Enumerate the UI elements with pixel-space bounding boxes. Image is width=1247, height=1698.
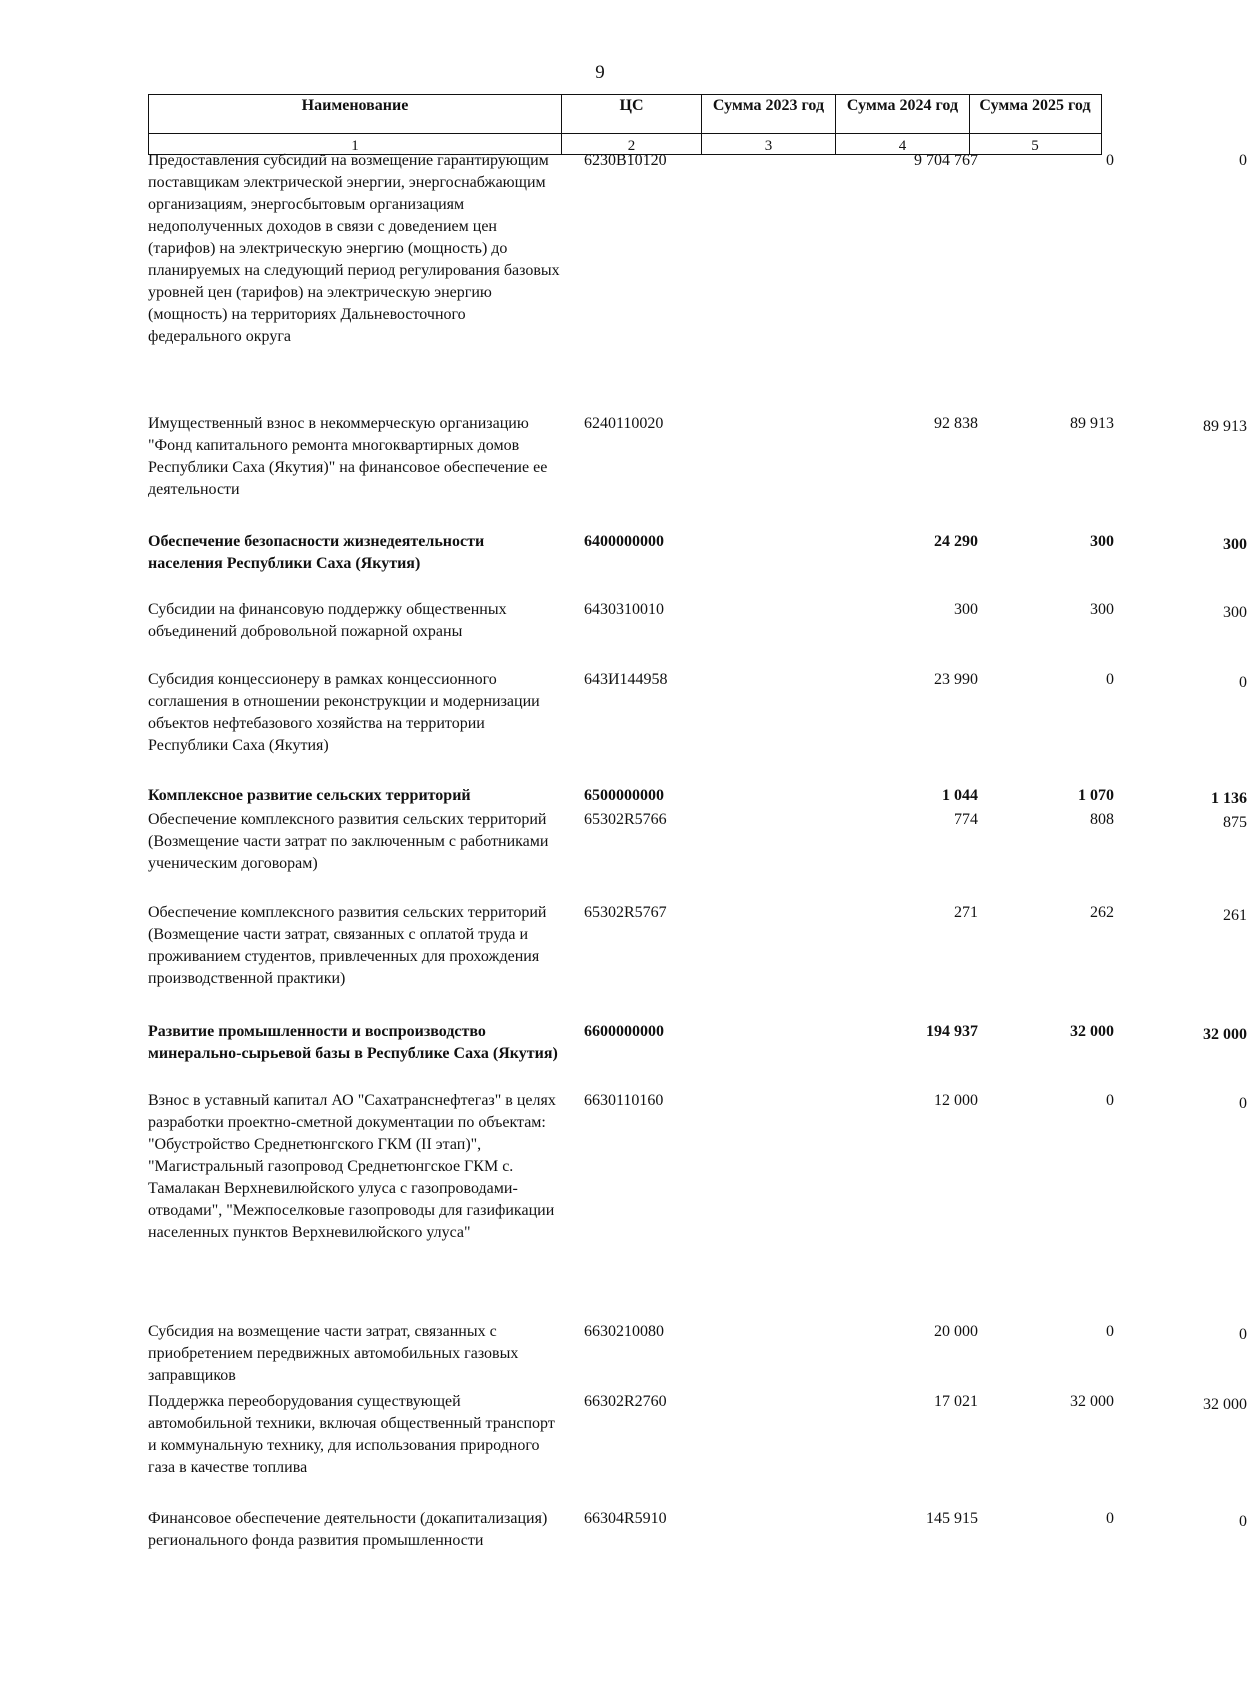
page-number: 9 [595,62,605,83]
row-sum-2024: 808 [1090,811,1114,828]
row-sum-2023: 194 937 [926,1023,978,1040]
row-code: 66302R2760 [584,1393,667,1410]
row-sum-2023: 24 290 [934,533,978,550]
header-col-number: 4 [835,134,969,154]
row-sum-2024: 1 070 [1078,787,1114,804]
row-sum-2025: 32 000 [1203,1396,1247,1413]
header-sum-2025: Сумма 2025 год [969,95,1100,133]
row-sum-2023: 23 990 [934,671,978,688]
row-sum-2023: 17 021 [934,1393,978,1410]
row-name: Развитие промышленности и воспроизводство минерально-сырьевой базы в Республике Саха (Якутия) [148,1023,558,1062]
row-sum-2025: 1 136 [1211,790,1247,807]
row-sum-2024: 32 000 [1070,1023,1114,1040]
row-sum-2024: 0 [1106,1323,1114,1340]
row-code: 6630210080 [584,1323,664,1340]
row-sum-2024: 0 [1106,671,1114,688]
row-sum-2024: 0 [1106,1510,1114,1527]
row-sum-2023: 20 000 [934,1323,978,1340]
row-name: Обеспечение безопасности жизнедеятельности населения Республики Саха (Якутия) [148,533,485,572]
row-sum-2023: 774 [954,811,978,828]
row-name: Предоставления субсидий на возмещение гарантирующим поставщикам электрической энергии, энергоснабжающим организациям, энергосбытовым организациям недополученных доходов в связи с доведением цен (тарифов) на электрическую энергию (мощность) до планируемых на следующий период регулирования базовых уровней цен (тарифов) на электрическую энергию (мощность) на территориях Дальневосточного федерального округа [148,152,560,345]
row-sum-2025: 0 [1239,1326,1247,1343]
row-sum-2024: 262 [1090,904,1114,921]
row-sum-2025: 300 [1223,604,1247,621]
row-code: 6230B10120 [584,152,667,169]
row-sum-2025: 261 [1223,907,1247,924]
row-name: Обеспечение комплексного развития сельских территорий (Возмещение части затрат, связанных с оплатой труда и проживанием студентов, привлеченных для прохождения производственной практики) [148,904,547,987]
row-sum-2024: 300 [1090,533,1114,550]
header-titles-row [149,95,1101,133]
row-sum-2025: 0 [1239,1095,1247,1112]
row-code: 66304R5910 [584,1510,667,1527]
header-col-number: 2 [561,134,701,154]
row-sum-2025: 0 [1239,674,1247,691]
row-code: 6400000000 [584,533,664,550]
row-sum-2024: 0 [1106,152,1114,169]
table-header [148,94,1102,155]
row-sum-2025: 89 913 [1203,418,1247,435]
row-sum-2025: 0 [1239,152,1247,169]
row-code: 65302R5766 [584,811,667,828]
row-name: Обеспечение комплексного развития сельских территорий (Возмещение части затрат по заключенным с работниками ученическим договорам) [148,811,549,872]
row-sum-2024: 300 [1090,601,1114,618]
row-code: 6500000000 [584,787,664,804]
header-col-number: 5 [969,134,1100,154]
row-code: 6600000000 [584,1023,664,1040]
row-name: Субсидия на возмещение части затрат, связанных с приобретением передвижных автомобильных газовых заправщиков [148,1323,519,1384]
row-name: Поддержка переоборудования существующей автомобильной техники, включая общественный транспорт и коммунальную технику, для использования природного газа в качестве топлива [148,1393,555,1476]
row-name: Имущественный взнос в некоммерческую организацию "Фонд капитального ремонта многоквартирных домов Республики Саха (Якутия)" на финансовое обеспечение ее деятельности [148,415,548,498]
row-sum-2025: 32 000 [1203,1026,1247,1043]
row-name: Субсидии на финансовую поддержку общественных объединений добровольной пожарной охраны [148,601,507,640]
row-name: Финансовое обеспечение деятельности (докапитализация) регионального фонда развития промышленности [148,1510,548,1549]
header-name: Наименование [301,97,409,114]
row-sum-2023: 145 915 [926,1510,978,1527]
row-sum-2025: 875 [1223,814,1247,831]
header-code: ЦС [561,95,701,133]
row-sum-2023: 1 044 [942,787,978,804]
header-col-number: 1 [351,138,359,154]
row-sum-2023: 300 [954,601,978,618]
row-code: 65302R5767 [584,904,667,921]
row-sum-2025: 300 [1223,536,1247,553]
header-sum-2023: Сумма 2023 год [701,95,835,133]
row-sum-2023: 9 704 767 [914,152,978,169]
header-sum-2024: Сумма 2024 год [835,95,969,133]
row-code: 6240110020 [584,415,664,432]
row-sum-2024: 0 [1106,1092,1114,1109]
row-name: Субсидия концессионеру в рамках концессионного соглашения в отношении реконструкции и модернизации объектов нефтебазового хозяйства на территории Республики Саха (Якутия) [148,671,540,754]
row-sum-2024: 89 913 [1070,415,1114,432]
row-sum-2023: 12 000 [934,1092,978,1109]
row-code: 6430310010 [584,601,664,618]
row-code: 6630110160 [584,1092,664,1109]
row-sum-2025: 0 [1239,1513,1247,1530]
header-col-number: 3 [701,134,835,154]
row-sum-2023: 271 [954,904,978,921]
row-sum-2023: 92 838 [934,415,978,432]
row-name: Взнос в уставный капитал АО "Сахатранснефтегаз" в целях разработки проектно-сметной документации по объектам: "Обустройство Среднетюнгского ГКМ (II этап)", "Магистральный газопровод Среднетюнгское ГКМ с. Тамалакан Верхневилюйского улуса с газопроводами-отводами", "Межпоселковые газопроводы для газификации населенных пунктов Верхневилюйского улуса" [148,1092,556,1241]
row-sum-2024: 32 000 [1070,1393,1114,1410]
row-name: Комплексное развитие сельских территорий [148,787,471,804]
row-code: 643И144958 [584,671,668,688]
